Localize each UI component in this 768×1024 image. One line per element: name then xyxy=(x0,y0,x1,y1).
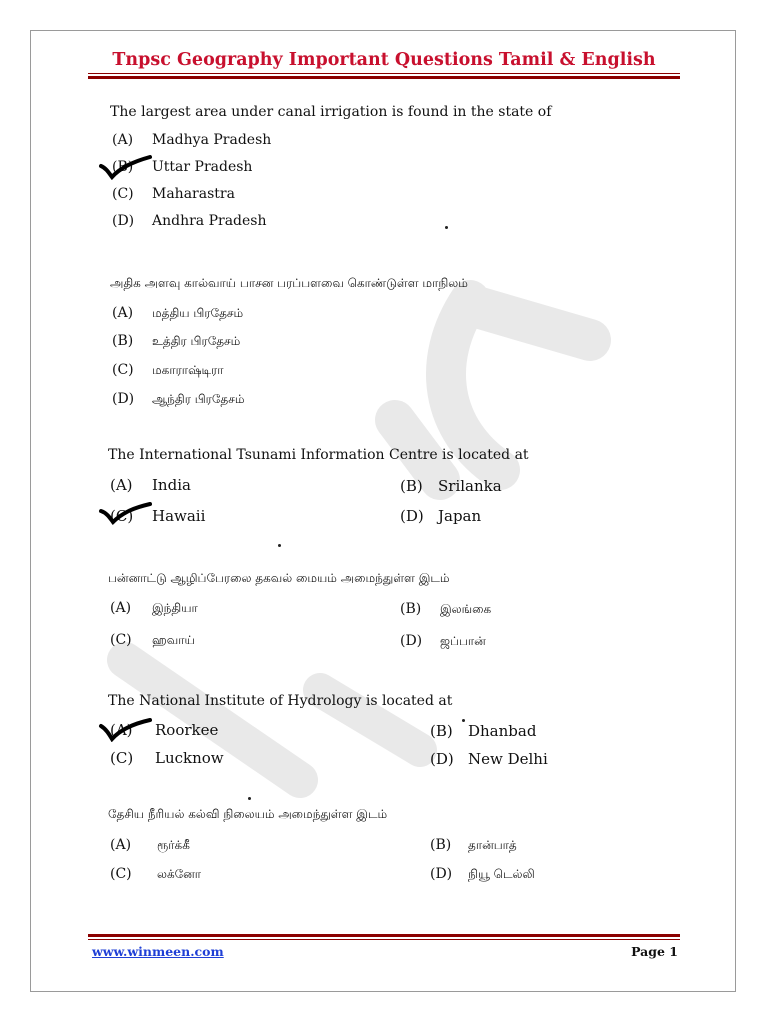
q3-option-b-label: (B) xyxy=(430,722,453,740)
q2t-option-a-label: (A) xyxy=(110,600,132,616)
q2t-option-b: இலங்கை xyxy=(440,602,492,616)
scan-speck xyxy=(462,719,465,722)
q3t-option-c: லக்னோ xyxy=(157,867,202,881)
answer-check-mark-icon xyxy=(98,716,154,742)
footer-rule-thin xyxy=(88,939,680,940)
q3t-option-a: ரூர்க்கீ xyxy=(157,838,190,852)
q2-option-a-label: (A) xyxy=(110,476,133,494)
q1t-option-b-label: (B) xyxy=(112,333,134,349)
q3-option-a: Roorkee xyxy=(155,721,219,739)
q1-option-b-label: (B) xyxy=(112,159,134,175)
q3-option-c: Lucknow xyxy=(155,749,224,767)
footer-website-link[interactable]: www.winmeen.com xyxy=(92,944,224,959)
header-rule-thick xyxy=(88,76,680,79)
q1t-option-b: உத்திர பிரதேசம் xyxy=(152,334,241,348)
q1-option-a: Madhya Pradesh xyxy=(152,132,272,148)
q2-option-b-label: (B) xyxy=(400,477,423,495)
q2-option-c-label: (C) xyxy=(110,507,134,525)
q2-option-c: Hawaii xyxy=(152,507,206,525)
question-1: The largest area under canal irrigation is found in the state of xyxy=(110,104,552,120)
q1t-option-c: மகாராஷ்டிரா xyxy=(152,363,224,377)
q2t-option-d: ஜப்பான் xyxy=(440,634,486,648)
q3-option-a-label: (A) xyxy=(110,721,133,739)
q2t-option-d-label: (D) xyxy=(400,633,423,649)
q1-option-b: Uttar Pradesh xyxy=(152,159,253,175)
q2-option-d: Japan xyxy=(438,507,482,525)
header-rule-thin xyxy=(88,73,680,74)
q1-option-d: Andhra Pradesh xyxy=(152,213,267,229)
question-2-tamil: பன்னாட்டு ஆழிப்பேரலை தகவல் மையம் அமைந்துள்ள இடம் xyxy=(108,571,450,585)
q1-option-c: Maharastra xyxy=(152,186,235,202)
q2-option-b: Srilanka xyxy=(438,477,502,495)
q1-option-c-label: (C) xyxy=(112,186,134,202)
q3-option-c-label: (C) xyxy=(110,749,134,767)
q3-option-d: New Delhi xyxy=(468,750,548,768)
q1-option-d-label: (D) xyxy=(112,213,135,229)
question-1-tamil: அதிக அளவு கால்வாய் பாசன பரப்பளவை கொண்டுள்ள மாநிலம் xyxy=(110,276,468,290)
q2t-option-c: ஹவாய் xyxy=(152,633,195,647)
question-3-tamil: தேசிய நீரியல் கல்வி நிலையம் அமைந்துள்ள இடம் xyxy=(108,807,388,821)
q3-option-d-label: (D) xyxy=(430,750,454,768)
question-2: The International Tsunami Information Centre is located at xyxy=(108,447,529,463)
scan-speck xyxy=(278,544,281,547)
q1t-option-a: மத்திய பிரதேசம் xyxy=(152,306,244,320)
q2t-option-a: இந்தியா xyxy=(152,601,198,615)
q1t-option-a-label: (A) xyxy=(112,305,134,321)
question-3: The National Institute of Hydrology is located at xyxy=(108,693,453,709)
q2-option-a: India xyxy=(152,476,191,494)
scan-speck xyxy=(248,797,251,800)
page-title: Tnpsc Geography Important Questions Tamil & English xyxy=(112,50,656,70)
q3t-option-d-label: (D) xyxy=(430,866,453,882)
page-number: Page 1 xyxy=(631,944,678,959)
scan-speck xyxy=(445,226,448,229)
q2t-option-c-label: (C) xyxy=(110,632,132,648)
footer-rule-thick xyxy=(88,934,680,937)
q2t-option-b-label: (B) xyxy=(400,601,422,617)
q3t-option-b-label: (B) xyxy=(430,837,452,853)
q1-option-a-label: (A) xyxy=(112,132,134,148)
q1t-option-c-label: (C) xyxy=(112,362,134,378)
q3t-option-c-label: (C) xyxy=(110,866,132,882)
q3t-option-b: தான்பாத் xyxy=(468,838,517,852)
q2-option-d-label: (D) xyxy=(400,507,424,525)
q3-option-b: Dhanbad xyxy=(468,722,537,740)
q1t-option-d-label: (D) xyxy=(112,391,135,407)
q3t-option-a-label: (A) xyxy=(110,837,132,853)
q1t-option-d: ஆந்திர பிரதேசம் xyxy=(152,392,245,406)
answer-check-mark-icon xyxy=(98,500,154,526)
q3t-option-d: நியூ டெல்லி xyxy=(468,867,535,881)
answer-check-mark-icon xyxy=(98,154,154,180)
